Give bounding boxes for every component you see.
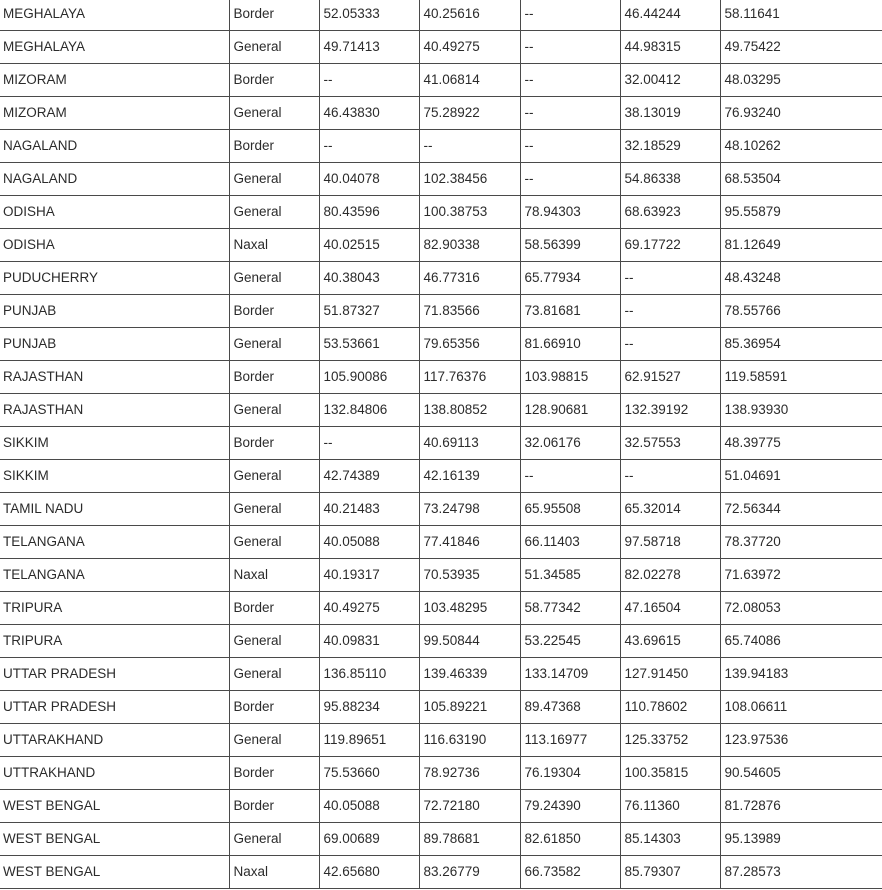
- value-cell-4: --: [620, 262, 720, 295]
- category-cell: General: [229, 31, 319, 64]
- table-row: [0, 229, 882, 262]
- value-cell-2: 40.25616: [419, 0, 520, 31]
- value-cell-2: 116.63190: [419, 724, 520, 757]
- value-cell-2: 70.53935: [419, 559, 520, 592]
- value-cell-3: 76.19304: [520, 757, 620, 790]
- value-cell-3: 65.95508: [520, 493, 620, 526]
- category-cell: Border: [229, 295, 319, 328]
- category-cell: General: [229, 724, 319, 757]
- value-cell-2: 75.28922: [419, 97, 520, 130]
- value-cell-5: 72.56344: [720, 493, 882, 526]
- value-cell-2: 99.50844: [419, 625, 520, 658]
- value-cell-2: 71.83566: [419, 295, 520, 328]
- table-row: [0, 130, 882, 163]
- state-cell: PUNJAB: [0, 328, 229, 361]
- value-cell-5: 48.03295: [720, 64, 882, 97]
- value-cell-1: 40.19317: [319, 559, 419, 592]
- category-cell: Border: [229, 0, 319, 31]
- value-cell-2: 78.92736: [419, 757, 520, 790]
- value-cell-1: 49.71413: [319, 31, 419, 64]
- value-cell-5: 95.55879: [720, 196, 882, 229]
- category-cell: General: [229, 625, 319, 658]
- state-cell: TAMIL NADU: [0, 493, 229, 526]
- state-cell: WEST BENGAL: [0, 790, 229, 823]
- value-cell-1: 42.74389: [319, 460, 419, 493]
- state-cell: RAJASTHAN: [0, 361, 229, 394]
- value-cell-3: --: [520, 0, 620, 31]
- table-row: [0, 460, 882, 493]
- table-row: [0, 658, 882, 691]
- value-cell-1: --: [319, 130, 419, 163]
- category-cell: General: [229, 658, 319, 691]
- value-cell-1: 119.89651: [319, 724, 419, 757]
- value-cell-4: 76.11360: [620, 790, 720, 823]
- value-cell-3: --: [520, 163, 620, 196]
- value-cell-2: 105.89221: [419, 691, 520, 724]
- value-cell-3: 73.81681: [520, 295, 620, 328]
- table-row: [0, 31, 882, 64]
- category-cell: Naxal: [229, 229, 319, 262]
- value-cell-5: 78.55766: [720, 295, 882, 328]
- state-cell: MIZORAM: [0, 64, 229, 97]
- state-cell: TELANGANA: [0, 526, 229, 559]
- value-cell-2: 73.24798: [419, 493, 520, 526]
- value-cell-5: 139.94183: [720, 658, 882, 691]
- value-cell-3: 65.77934: [520, 262, 620, 295]
- table-row: [0, 262, 882, 295]
- value-cell-4: 125.33752: [620, 724, 720, 757]
- value-cell-4: 85.79307: [620, 856, 720, 889]
- value-cell-2: 139.46339: [419, 658, 520, 691]
- value-cell-2: 40.69113: [419, 427, 520, 460]
- value-cell-3: 66.73582: [520, 856, 620, 889]
- value-cell-3: --: [520, 97, 620, 130]
- category-cell: General: [229, 328, 319, 361]
- value-cell-1: 75.53660: [319, 757, 419, 790]
- value-cell-5: 78.37720: [720, 526, 882, 559]
- value-cell-5: 48.43248: [720, 262, 882, 295]
- value-cell-1: 40.38043: [319, 262, 419, 295]
- value-cell-4: 68.63923: [620, 196, 720, 229]
- state-cell: TRIPURA: [0, 625, 229, 658]
- value-cell-2: 89.78681: [419, 823, 520, 856]
- value-cell-5: 58.11641: [720, 0, 882, 31]
- value-cell-3: 81.66910: [520, 328, 620, 361]
- state-cell: NAGALAND: [0, 130, 229, 163]
- category-cell: Border: [229, 361, 319, 394]
- value-cell-5: 76.93240: [720, 97, 882, 130]
- value-cell-5: 48.10262: [720, 130, 882, 163]
- value-cell-2: 117.76376: [419, 361, 520, 394]
- category-cell: Border: [229, 130, 319, 163]
- value-cell-1: 95.88234: [319, 691, 419, 724]
- value-cell-4: 127.91450: [620, 658, 720, 691]
- value-cell-2: 100.38753: [419, 196, 520, 229]
- value-cell-4: 132.39192: [620, 394, 720, 427]
- value-cell-5: 48.39775: [720, 427, 882, 460]
- value-cell-3: 113.16977: [520, 724, 620, 757]
- value-cell-5: 51.04691: [720, 460, 882, 493]
- category-cell: General: [229, 394, 319, 427]
- table-row: [0, 493, 882, 526]
- table-row: [0, 757, 882, 790]
- state-cell: PUNJAB: [0, 295, 229, 328]
- table-row: [0, 856, 882, 889]
- value-cell-4: --: [620, 460, 720, 493]
- value-cell-4: 43.69615: [620, 625, 720, 658]
- category-cell: General: [229, 97, 319, 130]
- table-row: [0, 592, 882, 625]
- state-cell: NAGALAND: [0, 163, 229, 196]
- category-cell: General: [229, 196, 319, 229]
- table-row: [0, 0, 882, 31]
- category-cell: General: [229, 460, 319, 493]
- state-cell: SIKKIM: [0, 427, 229, 460]
- value-cell-1: --: [319, 64, 419, 97]
- value-cell-1: 80.43596: [319, 196, 419, 229]
- category-cell: Border: [229, 427, 319, 460]
- value-cell-5: 81.12649: [720, 229, 882, 262]
- value-cell-4: --: [620, 328, 720, 361]
- value-cell-2: 41.06814: [419, 64, 520, 97]
- state-cell: WEST BENGAL: [0, 823, 229, 856]
- state-cell: UTTARAKHAND: [0, 724, 229, 757]
- value-cell-3: --: [520, 31, 620, 64]
- value-cell-1: 40.02515: [319, 229, 419, 262]
- value-cell-5: 95.13989: [720, 823, 882, 856]
- value-cell-4: 47.16504: [620, 592, 720, 625]
- value-cell-5: 85.36954: [720, 328, 882, 361]
- value-cell-2: 72.72180: [419, 790, 520, 823]
- value-cell-1: 40.04078: [319, 163, 419, 196]
- state-cell: ODISHA: [0, 229, 229, 262]
- table-row: [0, 163, 882, 196]
- category-cell: Border: [229, 64, 319, 97]
- state-cell: WEST BENGAL: [0, 856, 229, 889]
- value-cell-4: 32.57553: [620, 427, 720, 460]
- value-cell-2: --: [419, 130, 520, 163]
- value-cell-3: 58.77342: [520, 592, 620, 625]
- value-cell-1: 40.49275: [319, 592, 419, 625]
- value-cell-4: 85.14303: [620, 823, 720, 856]
- value-cell-2: 103.48295: [419, 592, 520, 625]
- value-cell-5: 108.06611: [720, 691, 882, 724]
- value-cell-4: 38.13019: [620, 97, 720, 130]
- value-cell-5: 87.28573: [720, 856, 882, 889]
- value-cell-4: 62.91527: [620, 361, 720, 394]
- value-cell-4: 32.18529: [620, 130, 720, 163]
- value-cell-1: 42.65680: [319, 856, 419, 889]
- state-cell: SIKKIM: [0, 460, 229, 493]
- category-cell: Border: [229, 790, 319, 823]
- table-row: [0, 724, 882, 757]
- value-cell-3: --: [520, 460, 620, 493]
- value-cell-2: 102.38456: [419, 163, 520, 196]
- value-cell-4: 69.17722: [620, 229, 720, 262]
- category-cell: General: [229, 823, 319, 856]
- value-cell-1: 52.05333: [319, 0, 419, 31]
- table-row: [0, 427, 882, 460]
- value-cell-2: 82.90338: [419, 229, 520, 262]
- value-cell-4: 82.02278: [620, 559, 720, 592]
- value-cell-1: 40.21483: [319, 493, 419, 526]
- value-cell-1: 40.05088: [319, 526, 419, 559]
- value-cell-4: 54.86338: [620, 163, 720, 196]
- value-cell-3: 58.56399: [520, 229, 620, 262]
- value-cell-3: 53.22545: [520, 625, 620, 658]
- value-cell-5: 119.58591: [720, 361, 882, 394]
- state-cell: RAJASTHAN: [0, 394, 229, 427]
- value-cell-2: 138.80852: [419, 394, 520, 427]
- value-cell-4: 32.00412: [620, 64, 720, 97]
- value-cell-3: 128.90681: [520, 394, 620, 427]
- value-cell-3: --: [520, 64, 620, 97]
- value-cell-5: 68.53504: [720, 163, 882, 196]
- value-cell-3: 78.94303: [520, 196, 620, 229]
- value-cell-1: 51.87327: [319, 295, 419, 328]
- value-cell-4: 100.35815: [620, 757, 720, 790]
- value-cell-1: 40.09831: [319, 625, 419, 658]
- category-cell: General: [229, 163, 319, 196]
- table-row: [0, 790, 882, 823]
- category-cell: Naxal: [229, 559, 319, 592]
- table-row: [0, 64, 882, 97]
- state-cell: TELANGANA: [0, 559, 229, 592]
- category-cell: Border: [229, 691, 319, 724]
- table-row: [0, 559, 882, 592]
- value-cell-1: 53.53661: [319, 328, 419, 361]
- value-cell-5: 90.54605: [720, 757, 882, 790]
- value-cell-3: 66.11403: [520, 526, 620, 559]
- value-cell-5: 71.63972: [720, 559, 882, 592]
- category-cell: Border: [229, 757, 319, 790]
- table-row: [0, 361, 882, 394]
- table-row: [0, 295, 882, 328]
- value-cell-4: --: [620, 295, 720, 328]
- value-cell-5: 123.97536: [720, 724, 882, 757]
- table-row: [0, 823, 882, 856]
- category-cell: Border: [229, 592, 319, 625]
- value-cell-3: 32.06176: [520, 427, 620, 460]
- value-cell-1: --: [319, 427, 419, 460]
- state-cell: PUDUCHERRY: [0, 262, 229, 295]
- value-cell-2: 79.65356: [419, 328, 520, 361]
- category-cell: General: [229, 262, 319, 295]
- value-cell-1: 69.00689: [319, 823, 419, 856]
- value-cell-5: 138.93930: [720, 394, 882, 427]
- state-cell: ODISHA: [0, 196, 229, 229]
- value-cell-2: 46.77316: [419, 262, 520, 295]
- value-cell-1: 105.90086: [319, 361, 419, 394]
- value-cell-4: 97.58718: [620, 526, 720, 559]
- value-cell-2: 77.41846: [419, 526, 520, 559]
- value-cell-1: 132.84806: [319, 394, 419, 427]
- state-cell: TRIPURA: [0, 592, 229, 625]
- value-cell-4: 46.44244: [620, 0, 720, 31]
- value-cell-4: 44.98315: [620, 31, 720, 64]
- value-cell-2: 42.16139: [419, 460, 520, 493]
- table-row: [0, 97, 882, 130]
- value-cell-3: --: [520, 130, 620, 163]
- state-cell: MEGHALAYA: [0, 0, 229, 31]
- state-cell: MEGHALAYA: [0, 31, 229, 64]
- value-cell-3: 89.47368: [520, 691, 620, 724]
- table-row: [0, 328, 882, 361]
- state-cell: UTTAR PRADESH: [0, 691, 229, 724]
- category-cell: General: [229, 526, 319, 559]
- table-row: [0, 394, 882, 427]
- value-cell-5: 81.72876: [720, 790, 882, 823]
- value-cell-1: 40.05088: [319, 790, 419, 823]
- value-cell-2: 40.49275: [419, 31, 520, 64]
- state-cell: UTTAR PRADESH: [0, 658, 229, 691]
- value-cell-5: 65.74086: [720, 625, 882, 658]
- category-cell: Naxal: [229, 856, 319, 889]
- category-cell: General: [229, 493, 319, 526]
- value-cell-3: 79.24390: [520, 790, 620, 823]
- table-row: [0, 526, 882, 559]
- value-cell-2: 83.26779: [419, 856, 520, 889]
- value-cell-3: 133.14709: [520, 658, 620, 691]
- value-cell-5: 72.08053: [720, 592, 882, 625]
- value-cell-5: 49.75422: [720, 31, 882, 64]
- table-row: [0, 691, 882, 724]
- table-row: [0, 196, 882, 229]
- value-cell-3: 51.34585: [520, 559, 620, 592]
- value-cell-1: 136.85110: [319, 658, 419, 691]
- value-cell-4: 65.32014: [620, 493, 720, 526]
- value-cell-1: 46.43830: [319, 97, 419, 130]
- table-row: [0, 625, 882, 658]
- value-cell-4: 110.78602: [620, 691, 720, 724]
- value-cell-3: 103.98815: [520, 361, 620, 394]
- value-cell-3: 82.61850: [520, 823, 620, 856]
- state-cell: MIZORAM: [0, 97, 229, 130]
- state-cell: UTTRAKHAND: [0, 757, 229, 790]
